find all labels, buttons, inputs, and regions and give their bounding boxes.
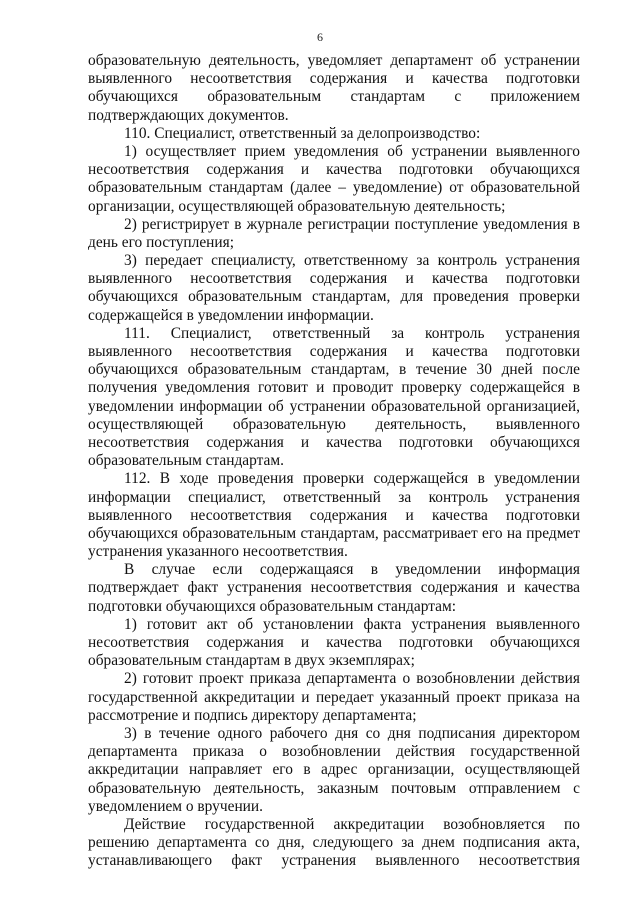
text-line: подготовки обучающихся образовательным стандартам: [88,597,456,615]
text-line: обучающихся образовательным стандартам, для проведения проверки [88,288,580,306]
text-line: выявленного несоответствия содержания и качества подготовки [88,343,580,360]
text-line: несоответствия содержания и качества подготовки обучающихся [88,433,580,451]
text-line: осуществляющей образовательную деятельность, выявленного [88,415,580,433]
text-line: 1) осуществляет прием уведомления об устранении выявленного [124,142,580,160]
text-line: 3) в течение одного рабочего дня со дня подписания директором [124,724,580,742]
text-line: обучающихся образовательным стандартам, рассматривает его на предмет [88,524,580,542]
text-line: обучающихся образовательным стандартам, в течение 30 дней после [88,361,580,379]
text-line: уведомлении информации об устранении образовательной организацией, [88,397,580,415]
text-line: решению департамента со дня, следующего за днем подписания акта, [88,834,580,852]
text-line: уведомлением о вручении. [88,797,264,815]
text-line: содержащейся в уведомлении информации. [88,306,374,324]
text-line: Действие государственной аккредитации возобновляется по [124,815,580,833]
text-line: образовательным стандартам. [88,452,284,470]
text-line: устанавливающего факт устранения выявленного несоответствия [88,852,580,870]
text-line: получения уведомления готовит и проводит проверку содержащейся в [88,379,580,397]
text-line: 110. Специалист, ответственный за делопроизводство: [124,124,481,142]
text-line: несоответствия содержания и качества подготовки обучающихся [88,634,580,651]
text-line: образовательную деятельность, заказным почтовым отправлением с [88,779,580,797]
text-line: рассмотрение и подпись директору департамента; [88,706,417,724]
text-line: образовательную деятельность, уведомляет департамент об устранении [88,52,580,69]
text-line: выявленного несоответствия содержания и качества подготовки [88,506,580,524]
text-line: 111. Специалист, ответственный за контроль устранения [124,324,580,342]
text-line: организации, осуществляющей образовательную деятельность; [88,197,506,215]
text-line: аккредитации направляет его в адрес организации, осуществляющей [88,761,580,779]
text-line: 1) готовит акт об установлении факта устранения выявленного [124,615,580,633]
text-line: департамента приказа о возобновлении действия государственной [88,743,580,761]
page-number: 6 [317,30,323,44]
text-line: день его поступления; [88,233,235,251]
text-line: подтверждает факт устранения несоответствия содержания и качества [88,579,580,597]
text-line: обучающихся образовательным стандартам с приложением [88,88,580,106]
text-line: образовательным стандартам (далее – уведомление) от образовательной [88,179,580,197]
text-line: 3) передает специалисту, ответственному за контроль устранения [124,252,580,270]
text-line: выявленного несоответствия содержания и качества подготовки [88,270,580,288]
text-line: 2) готовит проект приказа департамента о возобновлении действия [124,670,580,688]
text-line: В случае если содержащаяся в уведомлении информация [124,561,580,579]
text-line: 112. В ходе проведения проверки содержащейся в уведомлении [124,470,580,488]
text-line: устранения указанного несоответствия. [88,543,348,561]
text-line: информации специалист, ответственный за контроль устранения [88,488,580,506]
text-line: образовательным стандартам в двух экземплярах; [88,652,415,670]
text-line: подтверждающих документов. [88,106,289,124]
text-line: выявленного несоответствия содержания и качества подготовки [88,70,580,88]
document-body [88,52,580,870]
text-line: 2) регистрирует в журнале регистрации поступление уведомления в [124,215,580,233]
text-line: государственной аккредитации и передает указанный проект приказа на [88,688,580,706]
text-line: несоответствия содержания и качества подготовки обучающихся [88,161,580,179]
